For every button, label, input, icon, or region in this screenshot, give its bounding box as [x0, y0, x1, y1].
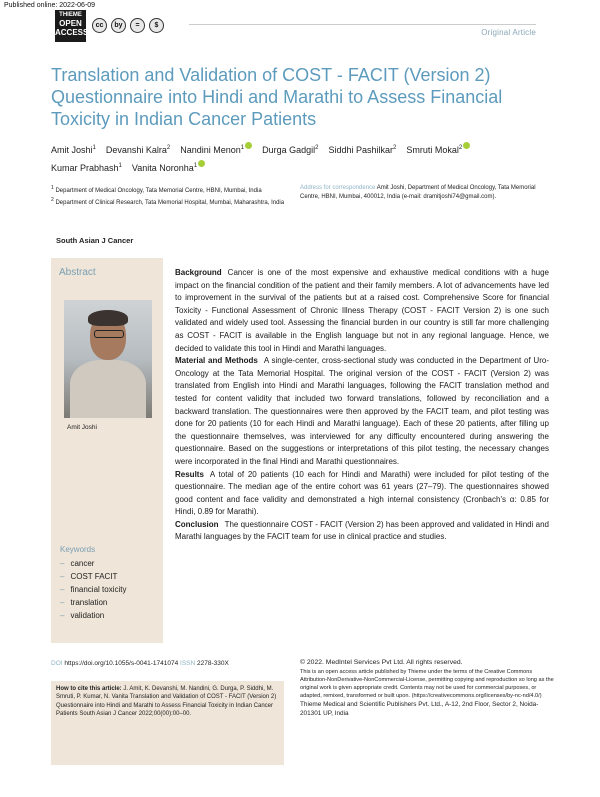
issn-value: 2278-330X — [197, 660, 229, 667]
logo-line: THIEME — [59, 12, 82, 18]
orcid-icon[interactable] — [463, 142, 470, 149]
author-name[interactable]: Nandini Menon$^1$ — [180, 145, 252, 155]
author-name[interactable]: Devanshi Kalra$^2$ — [105, 145, 171, 155]
orcid-icon[interactable] — [245, 142, 252, 149]
affiliation: $^1$ Department of Medical Oncology, Tata Memorial Centre, HBNI, Mumbai, India — [51, 185, 262, 194]
journal-name: South Asian J Cancer — [56, 236, 134, 245]
logo-line: OPEN — [59, 19, 82, 28]
author-name[interactable]: Amit Joshi$^1$ — [51, 145, 96, 155]
doi-link[interactable]: https://doi.org/10.1055/s-0041-1741074 — [64, 660, 179, 667]
citation-text: J. Amit, K. Devanshi, M. Nandini, G. Durga, P. Siddhi, M. Smruti, P. Kumar, N. Vanita Translation and Validation of COST - FACIT (Version 2) Questionnaire into Hindi and Marathi to Assess Financial Toxicity in Indian Cancer Patients South Asian J Cancer 2022;00(00):00–00. — [56, 686, 277, 717]
author-photo — [64, 300, 152, 418]
keyword[interactable]: – validation — [60, 609, 126, 622]
article-type: Original Article — [481, 28, 536, 37]
copyright-line: © 2022. MedIntel Services Pvt Ltd. All rights reserved. — [300, 659, 463, 666]
header-rule — [189, 24, 536, 25]
doi-label: DOI — [51, 660, 63, 667]
abstract-section: Results A total of 20 patients (10 each for Hindi and Marathi) were included for pilot testing of the questionnaire. The median age of the entire cohort was 61 years (27–79). The questionnaires showed good content and face validity and demonstrated a high internal consistency (Cronbach's α: 0.85 for Hindi, 0.89 for Marathi). — [175, 469, 549, 517]
logo-line: ACCESS — [55, 28, 89, 37]
correspondence-text: Amit Joshi, Department of Medical Oncology, Tata Memorial Centre, HBNI, Mumbai, 400012, India (e-mail: dramitjoshi74@gmail.com). — [300, 185, 536, 200]
section-heading: Background — [175, 268, 222, 277]
article-title: Translation and Validation of COST - FACIT (Version 2) Questionnaire into Hindi and Marathi to Assess Financial Toxicity in Indian Cancer Patients — [51, 65, 503, 129]
keywords-label: Keywords — [60, 545, 96, 554]
keyword[interactable]: – COST FACIT — [60, 570, 126, 583]
affiliations — [51, 184, 286, 207]
keyword[interactable]: – financial toxicity — [60, 583, 126, 596]
thieme-open-access-logo[interactable] — [55, 10, 89, 42]
abstract-section: Background Cancer is one of the most expensive and exhaustive medical conditions with a huge impact on the financial condition of the patient and their family members. A lot of advancements have led to improvement in the survival of the patients but at a raised cost. Comprehensive Score for financial Toxicity - Functional Assessment of Chronic Illness Therapy (COST - FACIT Version 2) is one such validated and widely used tool. Assessing the financial burden in our country is still far more challenging as COST - FACIT is available in the English language but not in any regional language. Hence, we decided to validate this tool in Hindi and Marathi languages. — [175, 268, 549, 353]
correspondence — [300, 184, 555, 201]
issn-label: ISSN — [180, 660, 196, 667]
published-online-date: Published online: 2022-06-09 — [4, 2, 96, 9]
doi-line — [51, 660, 229, 667]
section-heading: Material and Methods — [175, 356, 258, 366]
author-name[interactable]: Durga Gadgil$^2$ — [262, 145, 319, 155]
license-icons[interactable] — [92, 18, 164, 33]
section-heading: Conclusion — [175, 519, 219, 529]
abstract-section: Material and Methods A single-center, cross-sectional study was conducted in the Department of Uro-Oncology at the Tata Memorial Hospital. The original version of the COST - FACIT (Version 2) was translated from English into Hindi and Marathi languages, following the FACIT translation method and tested for content validity that included two forward translations, followed by reconciliation and a backward translation. The questionnaires were then approved by the FACIT team, and pilot testing was done for 20 patients (10 for each Hindi and Marathi language). Each of these 20 patients, after filling up the questionnaire themselves, was interviewed for any difficulty encountered during answering the questionnaire. Based on the suggestions or interpretations of this pilot testing, the necessary changes were incorporated in the final Hindi and Marathi questionnaires. — [175, 356, 549, 466]
citation-label: How to cite this article: — [56, 686, 122, 692]
photo-caption: Amit Joshi — [67, 424, 97, 431]
citation-box — [51, 681, 284, 765]
cc-icon: cc — [92, 18, 107, 33]
correspondence-label: Address for correspondence — [300, 185, 376, 191]
nc-icon: $ — [149, 18, 164, 33]
author-list — [51, 140, 551, 176]
nd-icon: = — [130, 18, 145, 33]
keywords-list — [60, 557, 126, 622]
affiliation: $^2$ Department of Clinical Research, Tata Memorial Hospital, Mumbai, Maharashtra, India — [51, 196, 285, 206]
section-heading: Results — [175, 469, 204, 479]
license-text: This is an open access article published by Thieme under the terms of the Creative Commons Attribution-NonDerivative-NonCommercial-License, permitting copying and reproduction so long as the original work is given appropriate credit. Contents may not be used for commercial purposes, or adapted, remixed, transformed or built upon. (https://creativecommons.org/licenses/by-nc-nd/4.0/) — [300, 669, 554, 699]
orcid-icon[interactable] — [198, 160, 205, 167]
by-icon: by — [111, 18, 126, 33]
author-name[interactable]: Kumar Prabhash$^1$ — [51, 163, 122, 173]
author-name[interactable]: Vanita Noronha$^1$ — [132, 163, 205, 173]
author-name[interactable]: Smruti Mokal$^2$ — [406, 145, 470, 155]
abstract-body — [175, 267, 549, 544]
keyword[interactable]: – translation — [60, 596, 126, 609]
keyword[interactable]: – cancer — [60, 557, 126, 570]
publisher-address: Thieme Medical and Scientific Publishers Pvt. Ltd., A-12, 2nd Floor, Sector 2, Noida-201301 UP, India — [300, 701, 539, 717]
copyright-block — [300, 658, 555, 718]
abstract-section: Conclusion The questionnaire COST - FACIT (Version 2) has been approved and validated in Hindi and Marathi languages by the FACIT team for use in clinical practice and studies. — [175, 519, 549, 542]
author-name[interactable]: Siddhi Pashilkar$^2$ — [328, 145, 397, 155]
abstract-label: Abstract — [59, 267, 96, 278]
